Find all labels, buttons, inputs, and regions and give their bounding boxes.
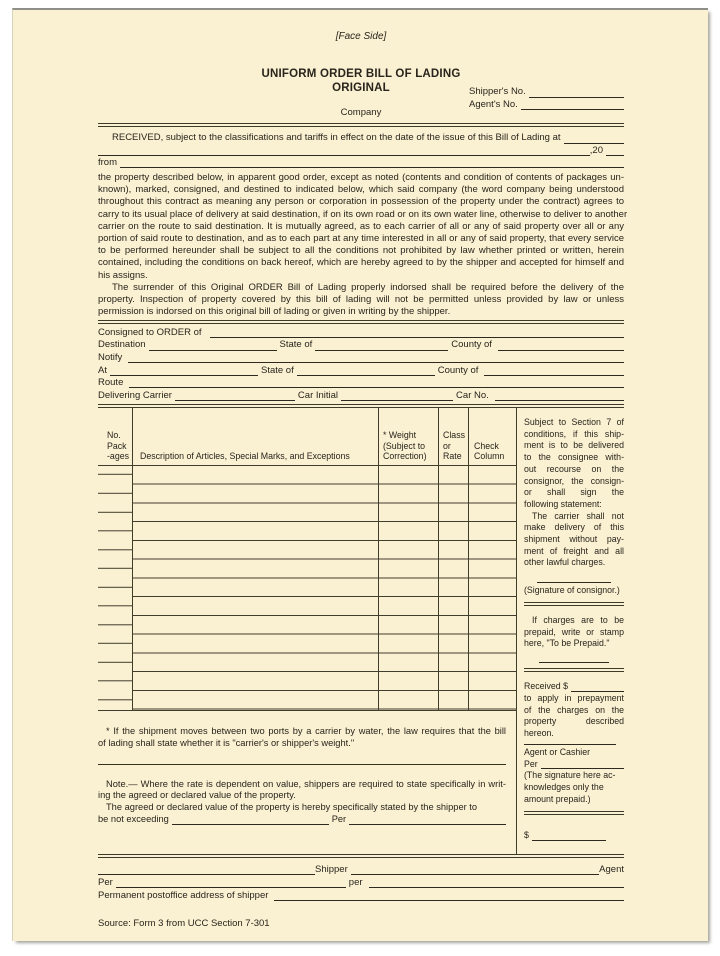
received-amount-label: Received $ <box>524 681 569 692</box>
surrender-line: The surrender of this Original ORDER Bill of Lading properly indorsed shall be required before the delivery of the <box>112 281 624 293</box>
form-title-line1: UNIFORM ORDER BILL OF LADING <box>261 68 461 81</box>
panel-line: out recourse on the <box>524 463 624 474</box>
surrender-line: property. Inspection of property covered by this bill of lading will not be permitted unless provided by law or unless <box>98 294 624 306</box>
panel-line: of the charges on the <box>524 704 624 715</box>
car-no-label: Car No. <box>456 389 489 401</box>
dollar-row <box>524 830 624 842</box>
delivering-carrier-row <box>98 389 624 402</box>
exceeding-label: be not exceeding <box>98 814 169 825</box>
panel-line: hereon. <box>524 728 554 739</box>
agent-label: Agent <box>599 863 624 875</box>
panel-line: following statement: <box>524 498 602 509</box>
agents-no-label: Agent's No. <box>469 98 518 110</box>
address-row <box>98 889 624 902</box>
panel-line: knowledges only the <box>524 782 604 793</box>
at-row <box>98 364 624 377</box>
body-line: carrier on the route to said destination. It is mutually agreed, as to each carrier of all or any of said property over all or any <box>98 220 624 232</box>
consigned-label: Consigned to ORDER of <box>98 326 202 338</box>
shipper-label: Shipper <box>315 863 348 875</box>
face-side-label: [Face Side] <box>335 31 387 42</box>
blank-line <box>484 365 624 376</box>
col-header-check <box>469 408 516 466</box>
blank-line <box>571 681 624 692</box>
section7-panel <box>516 408 624 854</box>
route-row <box>98 377 624 390</box>
blank-line <box>120 157 624 168</box>
col-header-line: Class <box>443 430 465 441</box>
signature-caption: (Signature of consignor.) <box>524 585 620 596</box>
exceeding-row <box>98 814 506 826</box>
body-line: known), marked, consigned, and destined to indicated below, which said company (the word company being understood <box>98 184 624 196</box>
agreed-line: The agreed or declared value of the property is hereby specifically stated by the shipper to <box>106 802 478 813</box>
bottom-per-label: Per <box>98 876 113 888</box>
blank-line <box>297 365 435 376</box>
notify-row <box>98 352 624 365</box>
body-line: the property described below, in apparent good order, except as noted (contents and condition of contents of packages un- <box>98 172 624 184</box>
divider-double-rule <box>98 320 624 324</box>
blank-line <box>274 890 624 901</box>
company-label: Company <box>340 107 382 119</box>
panel-line: to apply in prepayment <box>524 692 624 703</box>
panel-line: property described <box>524 716 624 727</box>
divider-double-rule <box>98 123 624 127</box>
col-header-line: Pack <box>107 440 127 451</box>
blank-line <box>351 864 599 875</box>
blank-line <box>210 327 625 338</box>
from-row <box>98 157 624 169</box>
panel-per-row <box>524 758 624 770</box>
received-block <box>98 132 624 169</box>
car-initial-label: Car Initial <box>297 389 339 401</box>
blank-line <box>116 877 346 888</box>
panel-line: or shall sign the <box>524 487 624 498</box>
col-header-class <box>439 408 469 466</box>
cashier-signature-line <box>524 744 616 745</box>
numbers-block <box>469 86 624 111</box>
col-header-line: or <box>443 440 451 451</box>
col-header-weight <box>379 408 439 466</box>
at-label: At <box>98 364 107 376</box>
panel-line: shipment without pay- <box>524 534 624 545</box>
state-of-label: State of <box>260 364 294 376</box>
blank-line <box>529 87 624 98</box>
body-line: contained, including the conditions on back hereof, which are hereby agreed to by the shipper and accepted for himself and <box>98 257 624 269</box>
blank-line <box>172 814 329 825</box>
form-page <box>12 8 708 941</box>
panel-line: If charges are to be <box>532 614 624 625</box>
blank-line <box>349 814 506 825</box>
body-line: throughout this contract as meaning any person or corporation in possession of the property under the contract) agrees to <box>98 196 624 208</box>
blank-line <box>110 365 258 376</box>
panel-line: ment of freight and all <box>524 545 624 556</box>
prepaid-paragraph <box>524 615 624 650</box>
col-header-line: Description of Articles, Special Marks, and Exceptions <box>140 451 350 462</box>
consignor-signature-line <box>537 582 611 583</box>
year-label: ,20 <box>589 144 603 156</box>
surrender-paragraph <box>98 282 624 319</box>
note-paragraph <box>98 779 506 803</box>
notify-label: Notify <box>98 352 123 364</box>
bottom-per2-label: per <box>348 876 363 888</box>
panel-per-label: Per <box>524 758 538 769</box>
agent-cashier-label: Agent or Cashier <box>524 746 591 757</box>
blank-line <box>606 145 624 156</box>
shippers-no-label: Shipper's No. <box>469 86 526 98</box>
received-amount-row <box>524 681 624 693</box>
per-label: Per <box>331 814 347 825</box>
section7-paragraph <box>524 417 624 511</box>
consign-block <box>98 326 624 402</box>
col-header-line: (Subject to <box>383 440 426 451</box>
table-body-class <box>439 466 469 710</box>
articles-table-area <box>98 408 516 854</box>
table-body-description <box>133 466 379 710</box>
prepayment-paragraph <box>524 693 624 740</box>
dollar-label: $ <box>524 830 529 841</box>
blank-line <box>149 340 277 351</box>
col-header-line: * Weight <box>383 430 417 441</box>
panel-line: make delivery of this <box>524 522 624 533</box>
panel-line: conditions, if this ship- <box>524 428 624 439</box>
prepaid-blank-line <box>539 662 609 663</box>
signature-block <box>98 863 624 902</box>
panel-line: ment is to be delivered <box>524 440 624 451</box>
footnote-line: of lading shall state whether it is "carrier's or shipper's weight." <box>98 737 355 748</box>
col-header-packages <box>98 408 133 466</box>
shippers-no-row <box>469 86 624 99</box>
received-text: RECEIVED, subject to the classifications and tariffs in effect on the date of the issue of this Bill of Lading at <box>112 132 561 144</box>
panel-double-rule <box>524 602 624 606</box>
note-line: ing the agreed or declared value of the property. <box>98 790 296 801</box>
blank-line <box>521 99 624 110</box>
panel-line: consignor, the consign- <box>524 475 624 486</box>
footnotes-area <box>98 711 516 826</box>
blank-line <box>498 340 624 351</box>
form-title-line2: ORIGINAL <box>332 81 390 94</box>
articles-table <box>98 408 516 711</box>
destination-label: Destination <box>98 339 146 351</box>
carrier-paragraph <box>524 511 624 570</box>
col-header-line: Column <box>474 451 505 462</box>
state-of-label: State of <box>279 339 313 351</box>
blank-line <box>495 390 624 401</box>
col-header-line: Check <box>474 440 499 451</box>
panel-line: prepaid, write or stamp <box>524 626 624 637</box>
body-line: his assigns. <box>98 269 148 281</box>
blank-line <box>532 830 606 841</box>
col-header-description <box>133 408 379 466</box>
received-row <box>98 132 624 144</box>
form-content <box>98 10 628 930</box>
footnote-divider <box>98 764 506 765</box>
blank-line <box>315 340 448 351</box>
blank-line <box>98 864 315 875</box>
body-line: to be performed hereunder shall be subject to all the conditions not prohibited by law whether printed or written, herein <box>98 245 624 257</box>
table-body-check <box>469 466 516 710</box>
surrender-line: permission is indorsed on this original bill of lading or given in writing by the shipper. <box>98 306 451 318</box>
table-and-panel <box>98 408 624 854</box>
body-paragraph <box>98 172 628 282</box>
body-line: carry to its usual place of delivery at said destination, if on its own road or on its own water line, otherwise to deliver to another <box>98 208 628 220</box>
panel-double-rule <box>524 811 624 815</box>
body-line: portion of said route to destination, and as to each part at any time interested in all or any of said property, that every service <box>98 233 624 245</box>
panel-line: amount prepaid.) <box>524 793 591 804</box>
panel-double-rule <box>524 668 624 672</box>
from-label: from <box>98 156 117 168</box>
shipper-agent-row <box>98 863 624 876</box>
source-caption: Source: Form 3 from UCC Section 7-301 <box>98 918 270 930</box>
destination-row <box>98 339 624 352</box>
col-header-line: -ages <box>107 451 130 462</box>
panel-line: (The signature here ac- <box>524 770 616 781</box>
panel-line: other lawful charges. <box>524 557 606 568</box>
consigned-row <box>98 326 624 339</box>
blank-line <box>341 390 453 401</box>
col-header-line: Rate <box>443 451 462 462</box>
divider-double-rule <box>98 854 624 858</box>
acknowledge-paragraph <box>524 770 624 805</box>
panel-line: Subject to Section 7 of <box>524 417 624 428</box>
table-body-weight <box>379 466 439 710</box>
note-line: Note.— Where the rate is dependent on value, shippers are required to state specifically in writ- <box>106 778 506 789</box>
col-header-line: No. <box>107 430 121 441</box>
col-header-line: Correction) <box>383 451 427 462</box>
date-row <box>98 145 624 157</box>
county-of-label: County of <box>451 339 492 351</box>
per-per-row <box>98 876 624 889</box>
blank-line <box>98 145 590 156</box>
blank-line <box>564 133 624 144</box>
blank-line <box>541 758 624 769</box>
table-body-packages <box>98 466 133 710</box>
panel-line: to the consignee with- <box>524 452 624 463</box>
address-label: Permanent postoffice address of shipper <box>98 889 269 901</box>
blank-line <box>129 377 624 388</box>
blank-line <box>369 877 624 888</box>
footnote-line: * If the shipment moves between two ports by a carrier by water, the law requires that the bill <box>106 726 506 737</box>
blank-line <box>175 390 295 401</box>
delivering-carrier-label: Delivering Carrier <box>98 389 172 401</box>
panel-line: The carrier shall not <box>532 510 624 521</box>
county-of-label: County of <box>437 364 479 376</box>
panel-line: here, "To be Prepaid." <box>524 638 610 649</box>
blank-line <box>128 352 624 363</box>
route-label: Route <box>98 377 124 389</box>
agents-no-row <box>469 99 624 112</box>
